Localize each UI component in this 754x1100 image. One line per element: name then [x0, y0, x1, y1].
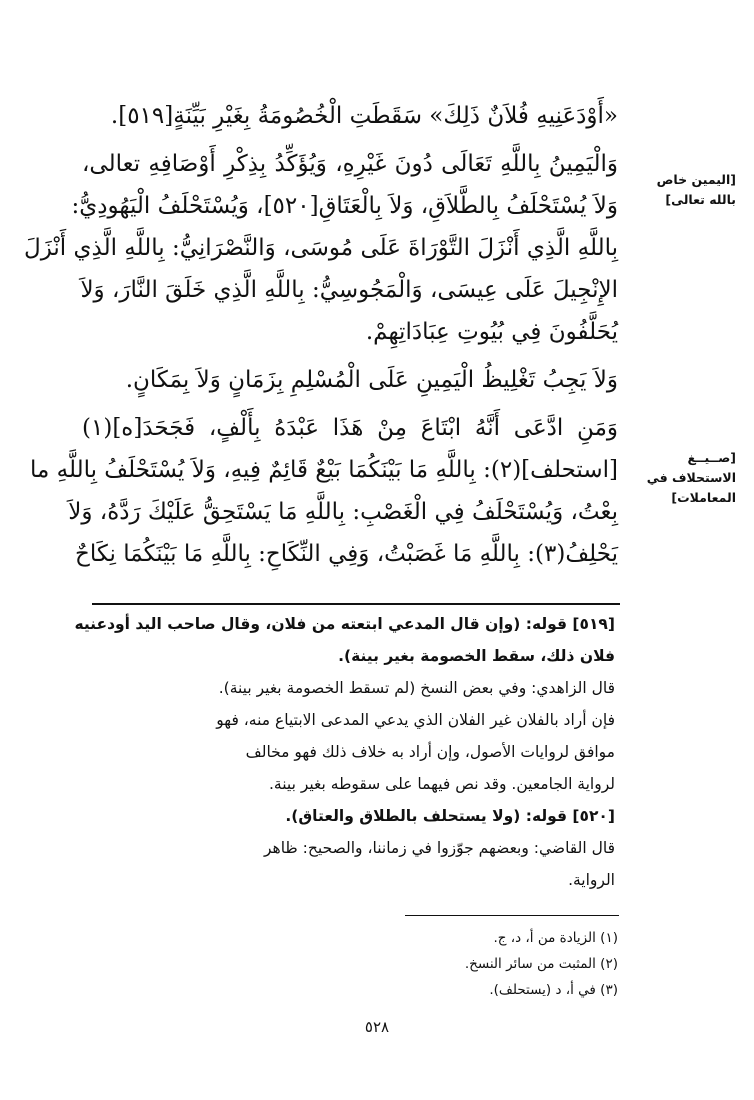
main-text-line: بِاللَّهِ الَّذِي أَنْزَلَ التَّوْرَاةَ عَلَى مُوسَى، وَالنَّصْرَانِيُّ: بِاللَّهِ الَّذِي أَنْزَلَ [24, 235, 618, 261]
commentary-line: لرواية الجامعين. وقد نص فيهما على سقوطه بغير بينة. [268, 775, 615, 793]
commentary-line: الرواية. [568, 871, 615, 889]
commentary-block [74, 608, 615, 896]
commentary-divider [92, 603, 620, 605]
commentary-line: قال الزاهدي: وفي بعض النسخ (لم تسقط الخصومة بغير بينة). [218, 679, 615, 697]
margin-note-oath-formulas: [صــيــغ الاستحلاف في المعاملات] [646, 450, 736, 505]
main-text-line: وَلاَ يَجِبُ تَغْلِيظُ الْيَمِينِ عَلَى الْمُسْلِمِ بِزَمَانٍ وَلاَ بِمَكَانٍ. [125, 367, 618, 393]
main-text-line: بِعْتُ، وَيُسْتَحْلَفُ فِي الْغَصْبِ: بِاللَّهِ مَا يَسْتَحِقُّ عَلَيْكَ رَدَّهُ، وَلاَ [68, 499, 618, 525]
footnotes-block [300, 925, 618, 1003]
footnote: (١) الزيادة من أ، د، ج. [493, 930, 618, 946]
commentary-line: فلان ذلك، سقط الخصومة بغير بينة). [338, 647, 615, 665]
main-text-line: وَمَنِ ادَّعَى أَنَّهُ ابْتَاعَ مِنْ هَذَا عَبْدَهُ بِأَلْفٍ، فَجَحَدَ[ه](١) [82, 415, 618, 441]
page-number: ٥٢٨ [364, 1018, 390, 1036]
main-text-block [24, 95, 618, 575]
main-text-line: «أَوْدَعَنِيهِ فُلاَنٌ ذَلِكَ» سَقَطَتِ الْخُصُومَةُ بِغَيْرِ بَيِّنَةٍ[٥١٩]. [110, 103, 618, 129]
footnote: (٢) المثبت من سائر النسخ. [464, 956, 618, 972]
commentary-line: موافق لروايات الأصول، وإن أراد به خلاف ذلك فهو مخالف [245, 743, 615, 761]
footnote: (٣) في أ، د (يستحلف). [489, 982, 618, 998]
commentary-line: [٥٢٠] قوله: (ولا يستحلف بالطلاق والعتاق). [285, 807, 615, 825]
main-text-line: وَالْيَمِينُ بِاللَّهِ تَعَالَى دُونَ غَيْرِهِ، وَيُؤَكِّدُ بِذِكْرِ أَوْصَافِهِ تعالى، [82, 151, 618, 177]
margin-note-oath-to-god: [اليمين خاص بالله تعالى] [656, 172, 736, 207]
main-text-line: يَحْلِفُ(٣): بِاللَّهِ مَا غَصَبْتُ، وَفِي النِّكَاحِ: بِاللَّهِ مَا بَيْنَكُمَا نِكَاحٌ [75, 541, 618, 567]
footnote-divider [405, 915, 619, 916]
main-text-line: الإِنْجِيلَ عَلَى عِيسَى، وَالْمَجُوسِيُّ: بِاللَّهِ الَّذِي خَلَقَ النَّارَ، وَلاَ [80, 277, 618, 303]
commentary-line: [٥١٩] قوله: (وإن قال المدعي ابتعته من فلان، وقال صاحب اليد أودعنيه [74, 615, 615, 633]
commentary-line: فإن أراد بالفلان غير الفلان الذي يدعي المدعى الابتياع منه، فهو [216, 711, 615, 729]
main-text-line: [استحلف](٢): بِاللَّهِ مَا بَيْنَكُمَا بَيْعٌ قَائِمٌ فِيهِ، وَلاَ يُسْتَحْلَفُ بِاللَّهِ ما [30, 457, 618, 483]
main-text-line: وَلاَ يُسْتَحْلَفُ بِالطَّلاَقِ، وَلاَ بِالْعَتَاقِ[٥٢٠]، وَيُسْتَحْلَفُ الْيَهُودِيُّ: [71, 193, 618, 219]
main-text-line: يُحَلَّفُونَ فِي بُيُوتِ عِبَادَاتِهِمْ. [365, 319, 618, 345]
commentary-line: قال القاضي: وبعضهم جوّزوا في زماننا، والصحيح: ظاهر [263, 839, 615, 857]
